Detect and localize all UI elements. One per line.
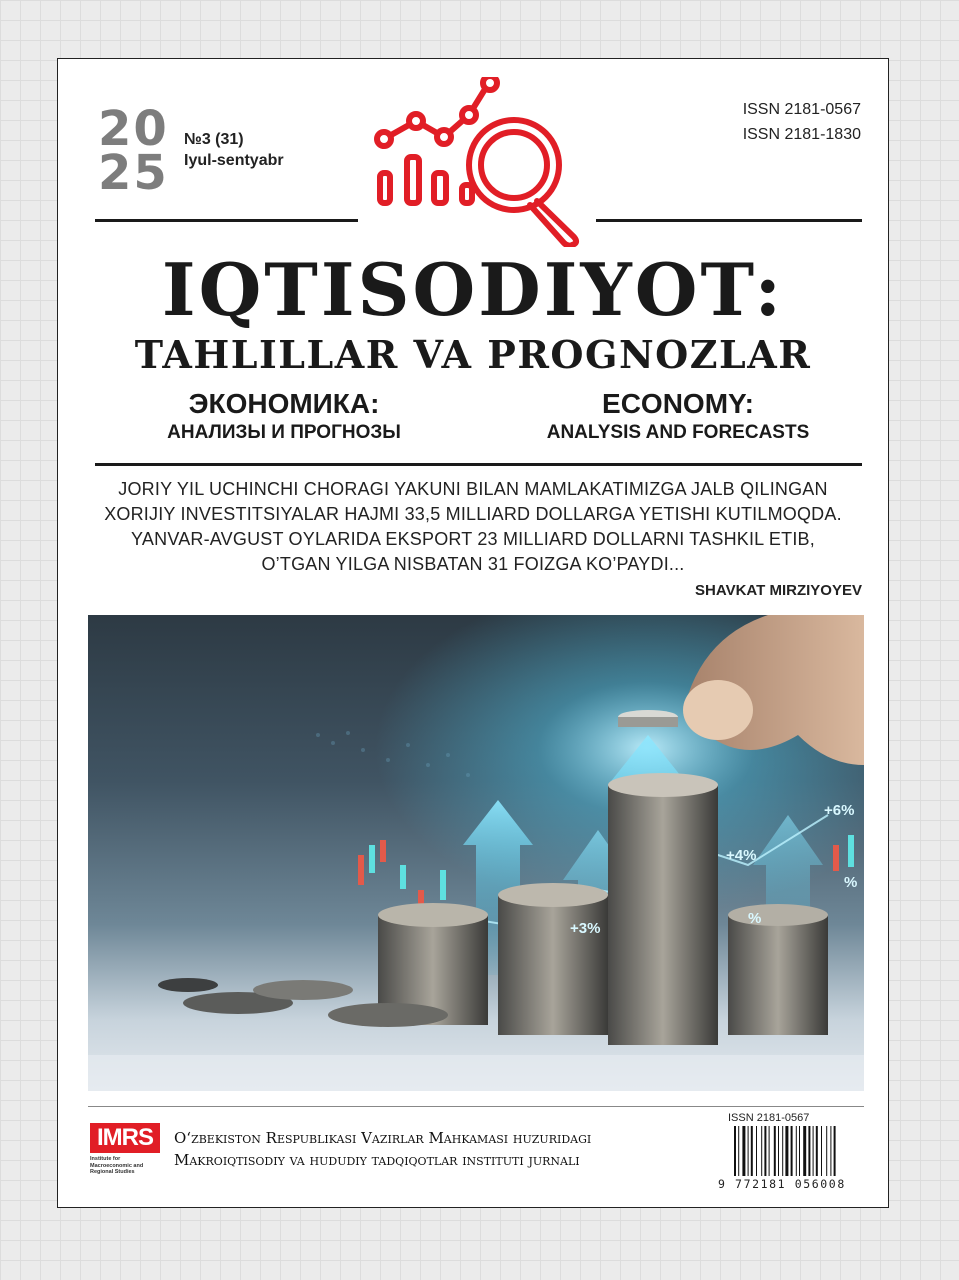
imrs-logo: IMRS [90, 1123, 160, 1153]
quote-author: SHAVKAT MIRZIYOYEV [695, 582, 862, 599]
barcode-bar [751, 1126, 753, 1176]
barcode-bar [803, 1126, 806, 1176]
photo-label: % [844, 874, 858, 891]
president-quote: JORIY YIL UCHINCHI CHORAGI YAKUNI BILAN MAMLAKATIMIZGA JALB QILINGAN XORIJIY INVESTITSIYALAR HAJMI 33,5 MILLIARD DOLLARGA YETISHI KUTILMOQDA. YANVAR-AVGUST OYLARIDA EKSPORT 23 MILLIARD DOLLARNI TASHKIL ETIB, O’TGAN YILGA NISBATAN 31 FOIZGA KO’PAYDI... [104, 479, 842, 574]
photo-label: +3% [570, 920, 601, 937]
barcode-bar [782, 1126, 783, 1176]
issue-period: Iyul-sentyabr [184, 152, 284, 169]
barcode-bar [769, 1126, 770, 1176]
barcode-bar [778, 1126, 779, 1176]
cover-photo [88, 615, 864, 1091]
barcode-bar [764, 1126, 766, 1176]
barcode-bar [834, 1126, 836, 1176]
barcode-bar [813, 1126, 814, 1176]
barcode-bar [734, 1126, 736, 1176]
barcode-icon [734, 1126, 862, 1176]
barcode-bar [785, 1126, 788, 1176]
divider [95, 463, 862, 466]
issn-block [743, 97, 861, 147]
analytics-magnifier-icon [374, 77, 584, 247]
russian-title: ЭКОНОМИКА: АНАЛИЗЫ И ПРОГНОЗЫ [167, 388, 401, 443]
issue-number: №3 (31) [184, 131, 244, 148]
barcode-issn: ISSN 2181-0567 [728, 1112, 810, 1124]
barcode-bar [816, 1126, 818, 1176]
barcode-bar [791, 1126, 793, 1176]
barcode-bar [738, 1126, 739, 1176]
english-title: ECONOMY: ANALYSIS AND FORECASTS [546, 388, 810, 443]
photo-label: % [748, 910, 762, 927]
barcode-bar [756, 1126, 757, 1176]
issue-year: 20 25 [98, 101, 169, 201]
divider [88, 1106, 864, 1107]
publisher-name: O‘zbekiston Respublikasi Vazirlar Mahkamasi huzuridagi Makroiqtisodiy va hududiy tadqiqotlar instituti jurnali [174, 1129, 592, 1169]
barcode-bar [821, 1126, 822, 1176]
barcode-bar [748, 1126, 749, 1176]
journal-title: IQTISODIYOT: [161, 247, 785, 332]
barcode-bar [742, 1126, 745, 1176]
barcode-bar [830, 1126, 831, 1176]
barcode-bar [808, 1126, 810, 1176]
journal-subtitle: TAHLILLAR VA PROGNOZLAR [134, 332, 812, 377]
issn-print: ISSN 2181-0567 [742, 101, 861, 118]
divider [596, 219, 862, 222]
photo-label: +6% [824, 802, 855, 819]
issn-online: ISSN 2181-1830 [742, 126, 861, 143]
barcode-bar [774, 1126, 776, 1176]
barcode-bar [799, 1126, 800, 1176]
divider [95, 219, 358, 222]
barcode-bar [761, 1126, 762, 1176]
issue-info [184, 129, 284, 171]
coins-chart-illustration [88, 615, 864, 1091]
barcode-number: 9 772181 056008 [718, 1177, 846, 1191]
photo-label: +4% [726, 847, 757, 864]
imrs-logo-subtitle: Institute for Macroeconomic and Regional Studies [90, 1156, 144, 1175]
barcode-bar [826, 1126, 827, 1176]
journal-cover [57, 58, 889, 1208]
barcode-bar [796, 1126, 797, 1176]
